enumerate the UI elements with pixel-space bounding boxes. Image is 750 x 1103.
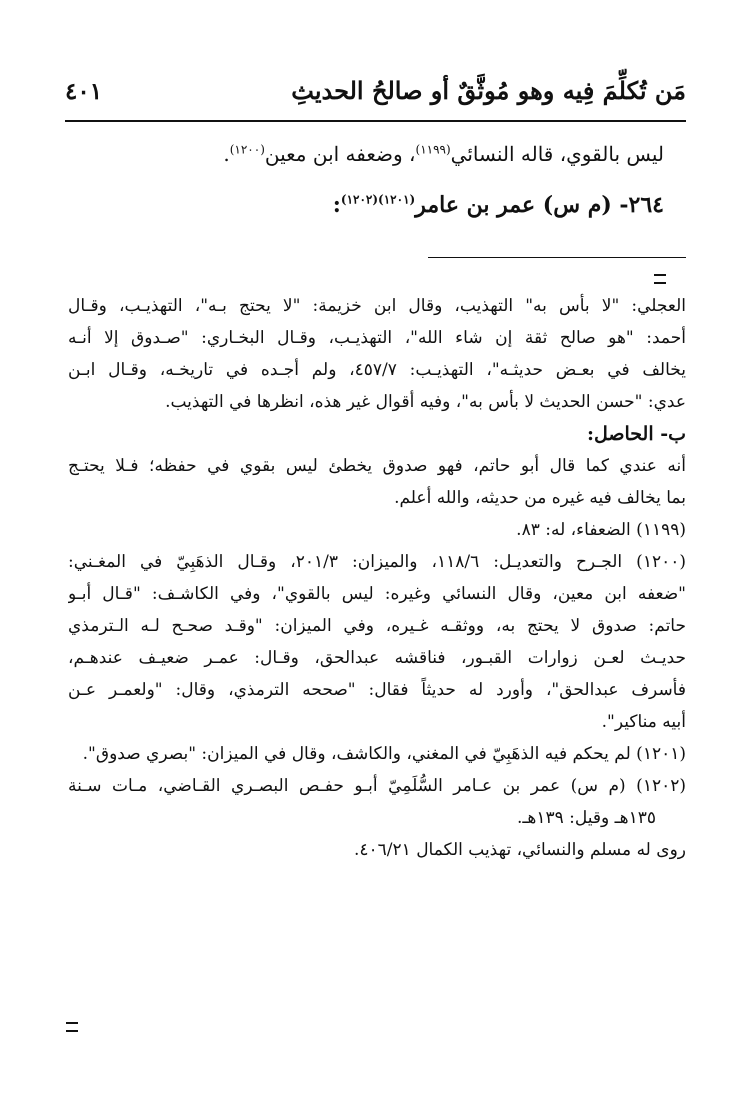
footnote-ref[interactable]: (١٢٠٢) <box>340 192 379 207</box>
footnote-line: بما يخالف فيه غيره من حديثه، والله أعلم. <box>394 488 686 508</box>
footnote-1201: (١٢٠١) لم يحكم فيه الذهَبِيّ في المغني، والكاشف، وقال في الميزان: "بصري صدوق". <box>82 744 686 764</box>
punctuation: . <box>223 142 230 166</box>
page-header <box>65 72 686 122</box>
footnote-1200: (١٢٠٠) الجـرح والتعديـل: ١١٨/٦، والميزان: ٢٠١/٣، وقـال الذهَبِيّ في المغـني: <box>68 552 686 572</box>
footnote-ref[interactable]: (١٢٠٠) <box>229 142 265 157</box>
footnote-line: حديـث لعـن زوارات القبـور، فناقشه عبدالحق، وقـال: عمـر ضعيـف عندهـم، <box>68 648 686 668</box>
body-text: ، وضعفه ابن معين <box>264 142 416 166</box>
continuation-mark <box>66 1022 78 1032</box>
entry-title: ٢٦٤- (م س) عمر بن عامر <box>415 192 664 218</box>
footnote-1202: (١٢٠٢) (م س) عمر بن عـامر السُّلَمِيّ أبـو حفـص البصـري القـاضي، مـات سـنة <box>68 776 686 796</box>
footnote-1199: (١١٩٩) الضعفاء، له: ٨٣. <box>516 520 686 540</box>
footnote-line: أحمد: "هو صالح ثقة إن شاء الله"، التهذيـب، وقـال البخـاري: "صـدوق إلا أنـه <box>68 328 686 348</box>
footnote-line: يخالف في بعـض حديثـه"، التهذيـب: ٤٥٧/٧، ولم أجـده في تاريخـه، وقـال ابـن <box>68 360 686 380</box>
continuation-mark <box>654 274 666 284</box>
footnote-line: أبيه مناكير". <box>601 712 686 732</box>
footnotes <box>68 290 686 866</box>
footnote-line: ١٣٥هـ وقيل: ١٣٩هـ. <box>517 808 656 828</box>
page-number: ٤٠١ <box>65 78 103 105</box>
footnote-line: أنه عندي كما قال أبو حاتم، فهو صدوق يخطئ ليس بقوي في حفظه؛ فـلا يحتـج <box>68 456 686 476</box>
footnote-line: عدي: "حسن الحديث لا بأس به"، وفيه أقوال غير هذه، انظرها في التهذيب. <box>165 392 686 412</box>
punctuation: : <box>332 192 341 218</box>
entry-heading <box>70 188 664 222</box>
footnote-line: "ضعفه ابن معين، وقال النسائي وغيره: ليس بالقوي"، وفي الكاشـف: "قـال أبـو <box>68 584 686 604</box>
body-line-1 <box>70 137 664 171</box>
running-title: مَن تُكلِّمَ فِيه وهو مُوثَّقٌ أو صالحُ الحديثِ <box>291 76 686 105</box>
footnote-ref[interactable]: (١١٩٩) <box>415 142 451 157</box>
section-subheading: ب- الحاصل: <box>586 423 686 445</box>
footnote-ref[interactable]: (١٢٠١) <box>378 192 416 207</box>
footnote-line: العجلي: "لا بأس به" التهذيب، وقال ابن خزيمة: "لا يحتج بـه"، التهذيـب، وقـال <box>68 296 686 316</box>
footnote-line: روى له مسلم والنسائي، تهذيب الكمال ٤٠٦/٢١. <box>354 840 686 860</box>
footnote-line: حاتم: صدوق لا يحتج به، ووثقـه غـيره، وفي الميزان: "وقـد صحـح لـه الـترمذي <box>68 616 686 636</box>
body-text: ليس بالقوي، قاله النسائي <box>450 142 664 166</box>
footnote-line: فأسرف عبدالحق"، وأورد له حديثاً فقال: "صححه الترمذي، وقال: "ولعمـر عـن <box>68 680 686 700</box>
footnote-separator <box>428 257 686 258</box>
